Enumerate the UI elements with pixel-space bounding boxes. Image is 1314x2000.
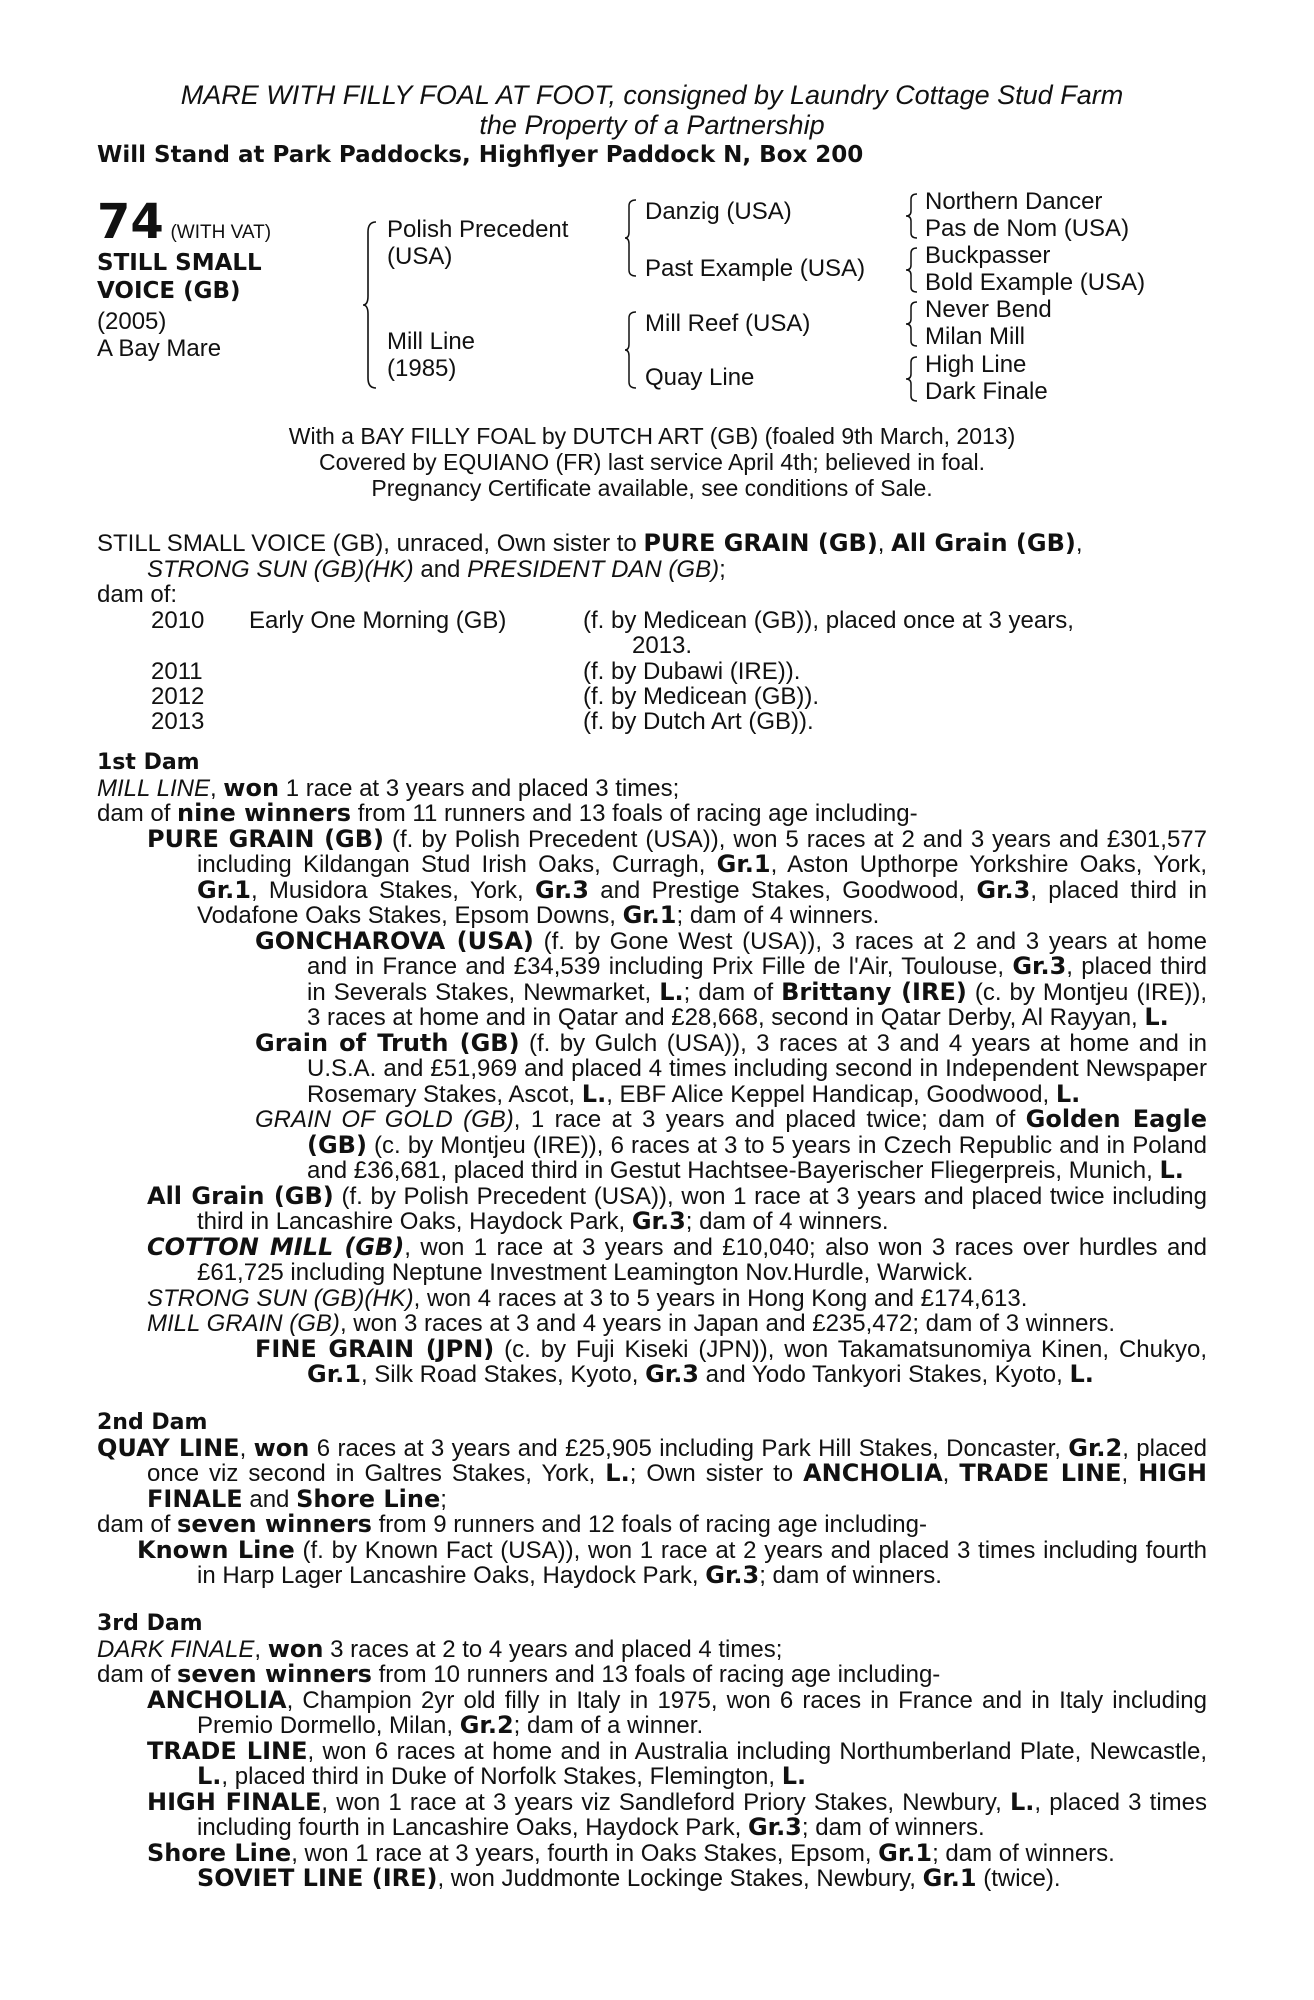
horse: GRAIN OF GOLD (GB) (255, 1106, 514, 1133)
header-property: the Property of a Partnership (479, 110, 825, 140)
third-dam-heading: 3rd Dam (97, 1610, 203, 1636)
dam-name: MILL LINE (97, 774, 210, 802)
text: , EBF Alice Keppel Handicap, Goodwood, (606, 1080, 1056, 1108)
text: dam of (97, 1661, 178, 1688)
grade: Gr.1 (307, 1360, 361, 1388)
entry-mill-grain (97, 1311, 1207, 1337)
sire-dam: Past Example (USA) (645, 255, 866, 282)
intro-line-2 (97, 557, 1207, 583)
third-dam-record (97, 1634, 1207, 1663)
grade: Gr.3 (631, 1207, 686, 1235)
horse: ANCHOLIA (803, 1459, 943, 1487)
second-dam-heading: 2nd Dam (97, 1409, 208, 1435)
entry-shore-line (97, 1838, 1207, 1867)
text: and Prestige Stakes, Goodwood, (588, 876, 977, 904)
horse: GONCHAROVA (USA) (255, 926, 534, 955)
text: (c. by Montjeu (IRE)), 3 races at home and in Qatar and £28,668, second in Qatar Derby, Al Rayyan, (307, 978, 1207, 1031)
entry-cotton-mill (97, 1232, 1207, 1286)
text: ; Own sister to (629, 1460, 804, 1487)
sep: and (413, 555, 468, 583)
sep: ; (440, 1485, 447, 1513)
text: ; dam of winners. (759, 1562, 942, 1589)
text: (c. by Montjeu (IRE)), 6 races at 3 to 5 years in Czech Republic and in Poland and £36,681, placed third in Gestut Hachtsee-Bayerischer Fliegerpreis, Munich, (307, 1131, 1207, 1184)
grade: Gr.1 (922, 1864, 977, 1892)
dam-of-label: dam of: (97, 581, 178, 608)
dam-year: (1985) (387, 355, 457, 382)
text: (f. by Gulch (USA)), 3 races at 3 and 4 years at home and in U.S.A. and £51,969 and placed 4 times including second in Independent Newspaper Rosemary Stakes, Ascot, (307, 1029, 1207, 1108)
dam-name: QUAY LINE (97, 1433, 240, 1462)
entry-trade-line (97, 1736, 1207, 1790)
text: (f. by Gone West (USA)), 3 races at 2 and 3 years at home and in France and £34,539 including Prix Fille de l'Air, Toulouse, (307, 927, 1207, 980)
horse: FINE GRAIN (JPN) (255, 1334, 495, 1363)
text: , Aston Upthorpe Yorkshire Oaks, York, (770, 851, 1207, 878)
sire-sire: Danzig (USA) (645, 198, 792, 225)
text: , won Juddmonte Lockinge Stakes, Newbury, (437, 1865, 923, 1892)
text: (c. by Fuji Kiseki (JPN)), won Takamatsunomiya Kinen, Chukyo, (494, 1335, 1207, 1363)
text: from 9 runners and 12 foals of racing age including- (371, 1511, 927, 1538)
won: won (253, 1433, 310, 1462)
catalogue-page (97, 80, 1207, 1892)
horse: MILL GRAIN (GB) (147, 1310, 340, 1337)
foal-year: 2010 (151, 606, 205, 634)
grade: Gr.3 (747, 1813, 802, 1841)
brace-g3 (905, 300, 921, 348)
winners: seven winners (177, 1660, 372, 1688)
vat-label: (WITH VAT) (170, 222, 272, 243)
horse: Shore Line (147, 1838, 292, 1867)
horse-name-1: STILL SMALL (97, 250, 262, 276)
text: dam of (97, 1511, 178, 1538)
ggdam-4: Dark Finale (925, 378, 1048, 405)
text: , Musidora Stakes, York, (250, 876, 535, 904)
text: , won 4 races at 3 to 5 years in Hong Kong and £174,613. (413, 1284, 1028, 1312)
winners: seven winners (177, 1510, 372, 1538)
dam-sire: Mill Reef (USA) (645, 310, 811, 337)
horse: Golden Eagle (GB) (307, 1105, 1207, 1159)
brace-g2 (905, 246, 921, 294)
text: , won 1 race at 3 years viz Sandleford Priory Stakes, Newbury, (321, 1788, 1010, 1816)
ggsire-1: Northern Dancer (925, 188, 1103, 215)
text: , Champion 2yr old filly in Italy in 1975, won 6 races in France and in Italy including Premio Dormello, Milan, (197, 1686, 1207, 1739)
text: (f. by Known Fact (USA)), won 1 race at 2 years and placed 3 times including fourth in Harp Lager Lancashire Oaks, Haydock Park, (197, 1536, 1207, 1589)
pedigree-table (97, 188, 1207, 423)
text: 1 race at 3 years and placed 3 times; (279, 774, 680, 802)
sibling-pure-grain: PURE GRAIN (GB) (643, 529, 878, 557)
sep: ; (719, 555, 726, 583)
text: , Silk Road Stakes, Kyoto, (360, 1361, 646, 1388)
grade: Gr.3 (645, 1360, 700, 1388)
text: , won 1 race at 3 years and £10,040; also won 3 races over hurdles and £61,725 including Neptune Investment Leamington Nov.Hurdle, Warwick. (197, 1233, 1207, 1286)
foal-year: 2013 (151, 707, 205, 735)
ggdam-3: Milan Mill (925, 323, 1026, 350)
sep: , (942, 1460, 960, 1487)
ggdam-2: Bold Example (USA) (925, 269, 1146, 296)
ggsire-4: High Line (925, 351, 1027, 378)
sibling-strong-sun: STRONG SUN (GB)(HK) (147, 555, 414, 583)
entry-fine-grain (97, 1334, 1207, 1388)
horse-year: (2005) (97, 308, 167, 335)
horse: PURE GRAIN (GB) (147, 824, 385, 853)
dam: Mill Line (387, 328, 476, 355)
entry-high-finale (97, 1787, 1207, 1841)
grade: L. (581, 1079, 607, 1108)
text: (f. by Polish Precedent (USA)), won 1 race at 3 years and placed twice including third in Lancashire Oaks, Haydock Park, (197, 1182, 1207, 1235)
grade: Gr.3 (705, 1561, 760, 1589)
grade: Gr.3 (976, 875, 1031, 904)
first-dam-produce (97, 801, 1207, 827)
horse: Brittany (IRE) (781, 977, 967, 1006)
grade: L. (781, 1762, 807, 1790)
foal-info: (f. by Dubawi (IRE)). (583, 657, 801, 685)
horse: COTTON MILL (GB) (147, 1232, 405, 1261)
covered-note: Covered by EQUIANO (FR) last service April 4th; believed in foal. (319, 449, 985, 475)
horse: STRONG SUN (GB)(HK) (147, 1284, 414, 1312)
winners: nine winners (177, 799, 352, 827)
brace-g4 (905, 355, 921, 403)
horse: SOVIET LINE (IRE) (197, 1864, 438, 1892)
sep: , (1075, 530, 1083, 557)
sep: , (254, 1635, 268, 1663)
lot-number: 74 (97, 194, 164, 250)
brace-g1 (905, 192, 921, 240)
grade: L. (197, 1762, 222, 1790)
text: ; dam of 4 winners. (685, 1208, 889, 1235)
text: ; dam of winners. (932, 1839, 1115, 1867)
entry-grain-of-truth (97, 1028, 1207, 1108)
header-consignor: MARE WITH FILLY FOAL AT FOOT, consigned by Laundry Cottage Stud Farm (180, 80, 1124, 110)
second-dam-produce (97, 1512, 1207, 1538)
grade: Gr.1 (197, 875, 251, 904)
entry-all-grain (97, 1181, 1207, 1235)
intro-text: STILL SMALL VOICE (GB), unraced, Own sister to (97, 530, 644, 557)
horse: HIGH FINALE (147, 1459, 1207, 1513)
grade: L. (1144, 1003, 1169, 1031)
ggdam-1: Pas de Nom (USA) (925, 215, 1130, 242)
entry-soviet-line (97, 1866, 1207, 1892)
text: , won 6 races at home and in Australia including Northumberland Plate, Newcastle, (307, 1737, 1207, 1765)
sire: Polish Precedent (387, 216, 569, 243)
entry-goncharova (97, 926, 1207, 1031)
foal-year: 2011 (151, 657, 203, 685)
entry-ancholia (97, 1685, 1207, 1739)
entry-pure-grain (97, 824, 1208, 929)
text: 6 races at 3 years and £25,905 including Park Hill Stakes, Doncaster, (309, 1434, 1069, 1462)
horse: TRADE LINE (959, 1459, 1122, 1487)
produce-record (97, 606, 1207, 735)
horse: ANCHOLIA (147, 1685, 287, 1714)
first-dam-record (97, 773, 1207, 802)
foal-year: 2012 (151, 682, 205, 710)
horse-name-2: VOICE (GB) (97, 278, 241, 304)
entry-grain-of-gold (97, 1107, 1207, 1184)
text: , placed 3 times including fourth in Lancashire Oaks, Haydock Park, (197, 1788, 1207, 1841)
dam-name: DARK FINALE (97, 1635, 255, 1663)
grade: Gr.3 (1012, 952, 1067, 980)
text: , won 1 race at 3 years, fourth in Oaks Stakes, Epsom, (291, 1839, 879, 1867)
foal-info: (f. by Medicean (GB)). (583, 682, 820, 710)
lot-number-line (97, 194, 272, 250)
sibling-president-dan: PRESIDENT DAN (GB) (467, 555, 720, 583)
text: , placed third in Severals Stakes, Newmarket, (307, 953, 1207, 1006)
second-dam-record (97, 1433, 1207, 1513)
text: , won 3 races at 3 and 4 years in Japan and £235,472; dam of 3 winners. (339, 1310, 1116, 1337)
text: (twice). (976, 1865, 1061, 1892)
horse: All Grain (GB) (147, 1181, 334, 1210)
grade: L. (659, 977, 684, 1006)
text: ; dam of a winner. (513, 1712, 704, 1739)
horse: Shore Line (296, 1484, 441, 1513)
text: dam of (97, 800, 178, 827)
foal-info: (f. by Dutch Art (GB)). (583, 707, 814, 735)
text: , placed third in Duke of Norfolk Stakes, Flemington, (221, 1763, 782, 1790)
text: ; dam of 4 winners. (676, 902, 880, 929)
sep: , (877, 530, 892, 557)
text: and (242, 1485, 297, 1513)
grade: L. (1159, 1156, 1184, 1184)
horse: Grain of Truth (GB) (255, 1028, 520, 1057)
text: (f. by Polish Precedent (USA)), won 5 races at 2 and 3 years and £301,577 including Kildangan Stud Irish Oaks, Curragh, (197, 825, 1207, 878)
foal-note: With a BAY FILLY FOAL by DUTCH ART (GB) (foaled 9th March, 2013) (288, 423, 1016, 449)
third-dam-produce (97, 1662, 1207, 1688)
sep: , (1121, 1460, 1139, 1487)
grade: L. (1069, 1360, 1094, 1388)
foal-info-cont: 2013. (632, 631, 693, 659)
entry-strong-sun (97, 1286, 1207, 1312)
grade: L. (1055, 1079, 1081, 1108)
text: from 11 runners and 13 foals of racing age including- (351, 800, 918, 827)
horse: HIGH FINALE (147, 1787, 322, 1816)
horse: Known Line (137, 1535, 295, 1564)
brace-dam (624, 310, 640, 390)
grade: L. (1009, 1787, 1035, 1816)
grade: Gr.2 (459, 1711, 514, 1739)
grade: L. (605, 1459, 630, 1487)
sire-country: (USA) (387, 243, 453, 270)
horse: TRADE LINE (147, 1736, 308, 1765)
pregnancy-note: Pregnancy Certificate available, see conditions of Sale. (371, 475, 933, 501)
text: , placed once viz second in Galtres Stakes, York, (147, 1434, 1207, 1487)
text: ; dam of (683, 978, 782, 1006)
sep: , (209, 774, 224, 802)
grade: Gr.2 (1068, 1433, 1123, 1462)
text: , 1 race at 3 years and placed twice; dam of (513, 1106, 1026, 1133)
foal-name: Early One Morning (GB) (249, 606, 507, 634)
won: won (267, 1634, 324, 1663)
text: and Yodo Tankyori Stakes, Kyoto, (699, 1361, 1070, 1388)
grade: Gr.3 (534, 875, 589, 904)
sep: , (239, 1434, 254, 1462)
foal-info: (f. by Medicean (GB)), placed once at 3 years, (583, 606, 1074, 634)
grade: Gr.1 (622, 901, 677, 929)
grade: Gr.1 (878, 1838, 933, 1867)
intro-paragraph (97, 531, 1207, 557)
brace-main (362, 220, 382, 390)
ggsire-3: Never Bend (925, 296, 1052, 323)
won: won (223, 773, 280, 802)
first-dam-heading: 1st Dam (97, 749, 200, 775)
header-location: Will Stand at Park Paddocks, Highflyer Paddock N, Box 200 (97, 142, 864, 168)
grade: Gr.1 (716, 850, 771, 878)
horse-description: A Bay Mare (97, 335, 222, 362)
sibling-all-grain: All Grain (GB) (891, 529, 1076, 557)
entry-known-line (97, 1535, 1207, 1589)
text: , placed third in Vodafone Oaks Stakes, Epsom Downs, (197, 876, 1208, 929)
dam-dam: Quay Line (645, 364, 755, 391)
text: 3 races at 2 to 4 years and placed 4 times; (323, 1635, 783, 1663)
brace-sire (624, 198, 640, 278)
text: from 10 runners and 13 foals of racing age including- (371, 1661, 941, 1688)
text: ; dam of winners. (801, 1814, 985, 1841)
ggsire-2: Buckpasser (925, 242, 1051, 269)
